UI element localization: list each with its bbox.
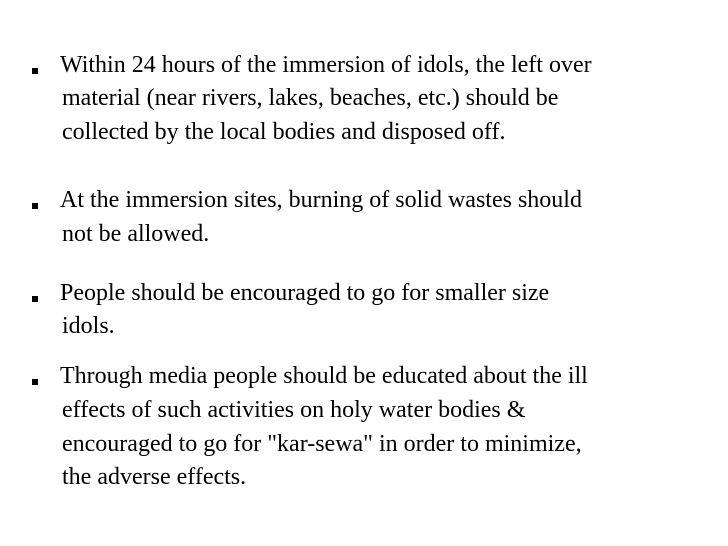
bullet-text-line: the adverse effects. bbox=[62, 464, 247, 490]
bullet-text-line: material (near rivers, lakes, beaches, etc.) should be bbox=[62, 85, 559, 111]
bullet-text-line: At the immersion sites, burning of solid wastes should bbox=[60, 187, 582, 213]
bullet-text-line: idols. bbox=[62, 313, 115, 339]
bullet-text-line: effects of such activities on holy water bodies & bbox=[62, 397, 526, 423]
bullet-marker bbox=[32, 68, 38, 74]
bullet-text-line: not be allowed. bbox=[62, 221, 210, 247]
bullet-marker bbox=[32, 203, 38, 209]
bullet-text-line: encouraged to go for "kar-sewa" in order to minimize, bbox=[62, 431, 582, 457]
bullet-text-line: Through media people should be educated about the ill bbox=[60, 363, 588, 389]
bullet-text-line: Within 24 hours of the immersion of idols, the left over bbox=[60, 52, 592, 78]
bullet-marker bbox=[32, 379, 38, 385]
bullet-text-line: collected by the local bodies and disposed off. bbox=[62, 119, 506, 145]
bullet-text-line: People should be encouraged to go for smaller size bbox=[60, 280, 550, 306]
bullet-marker bbox=[32, 296, 38, 302]
